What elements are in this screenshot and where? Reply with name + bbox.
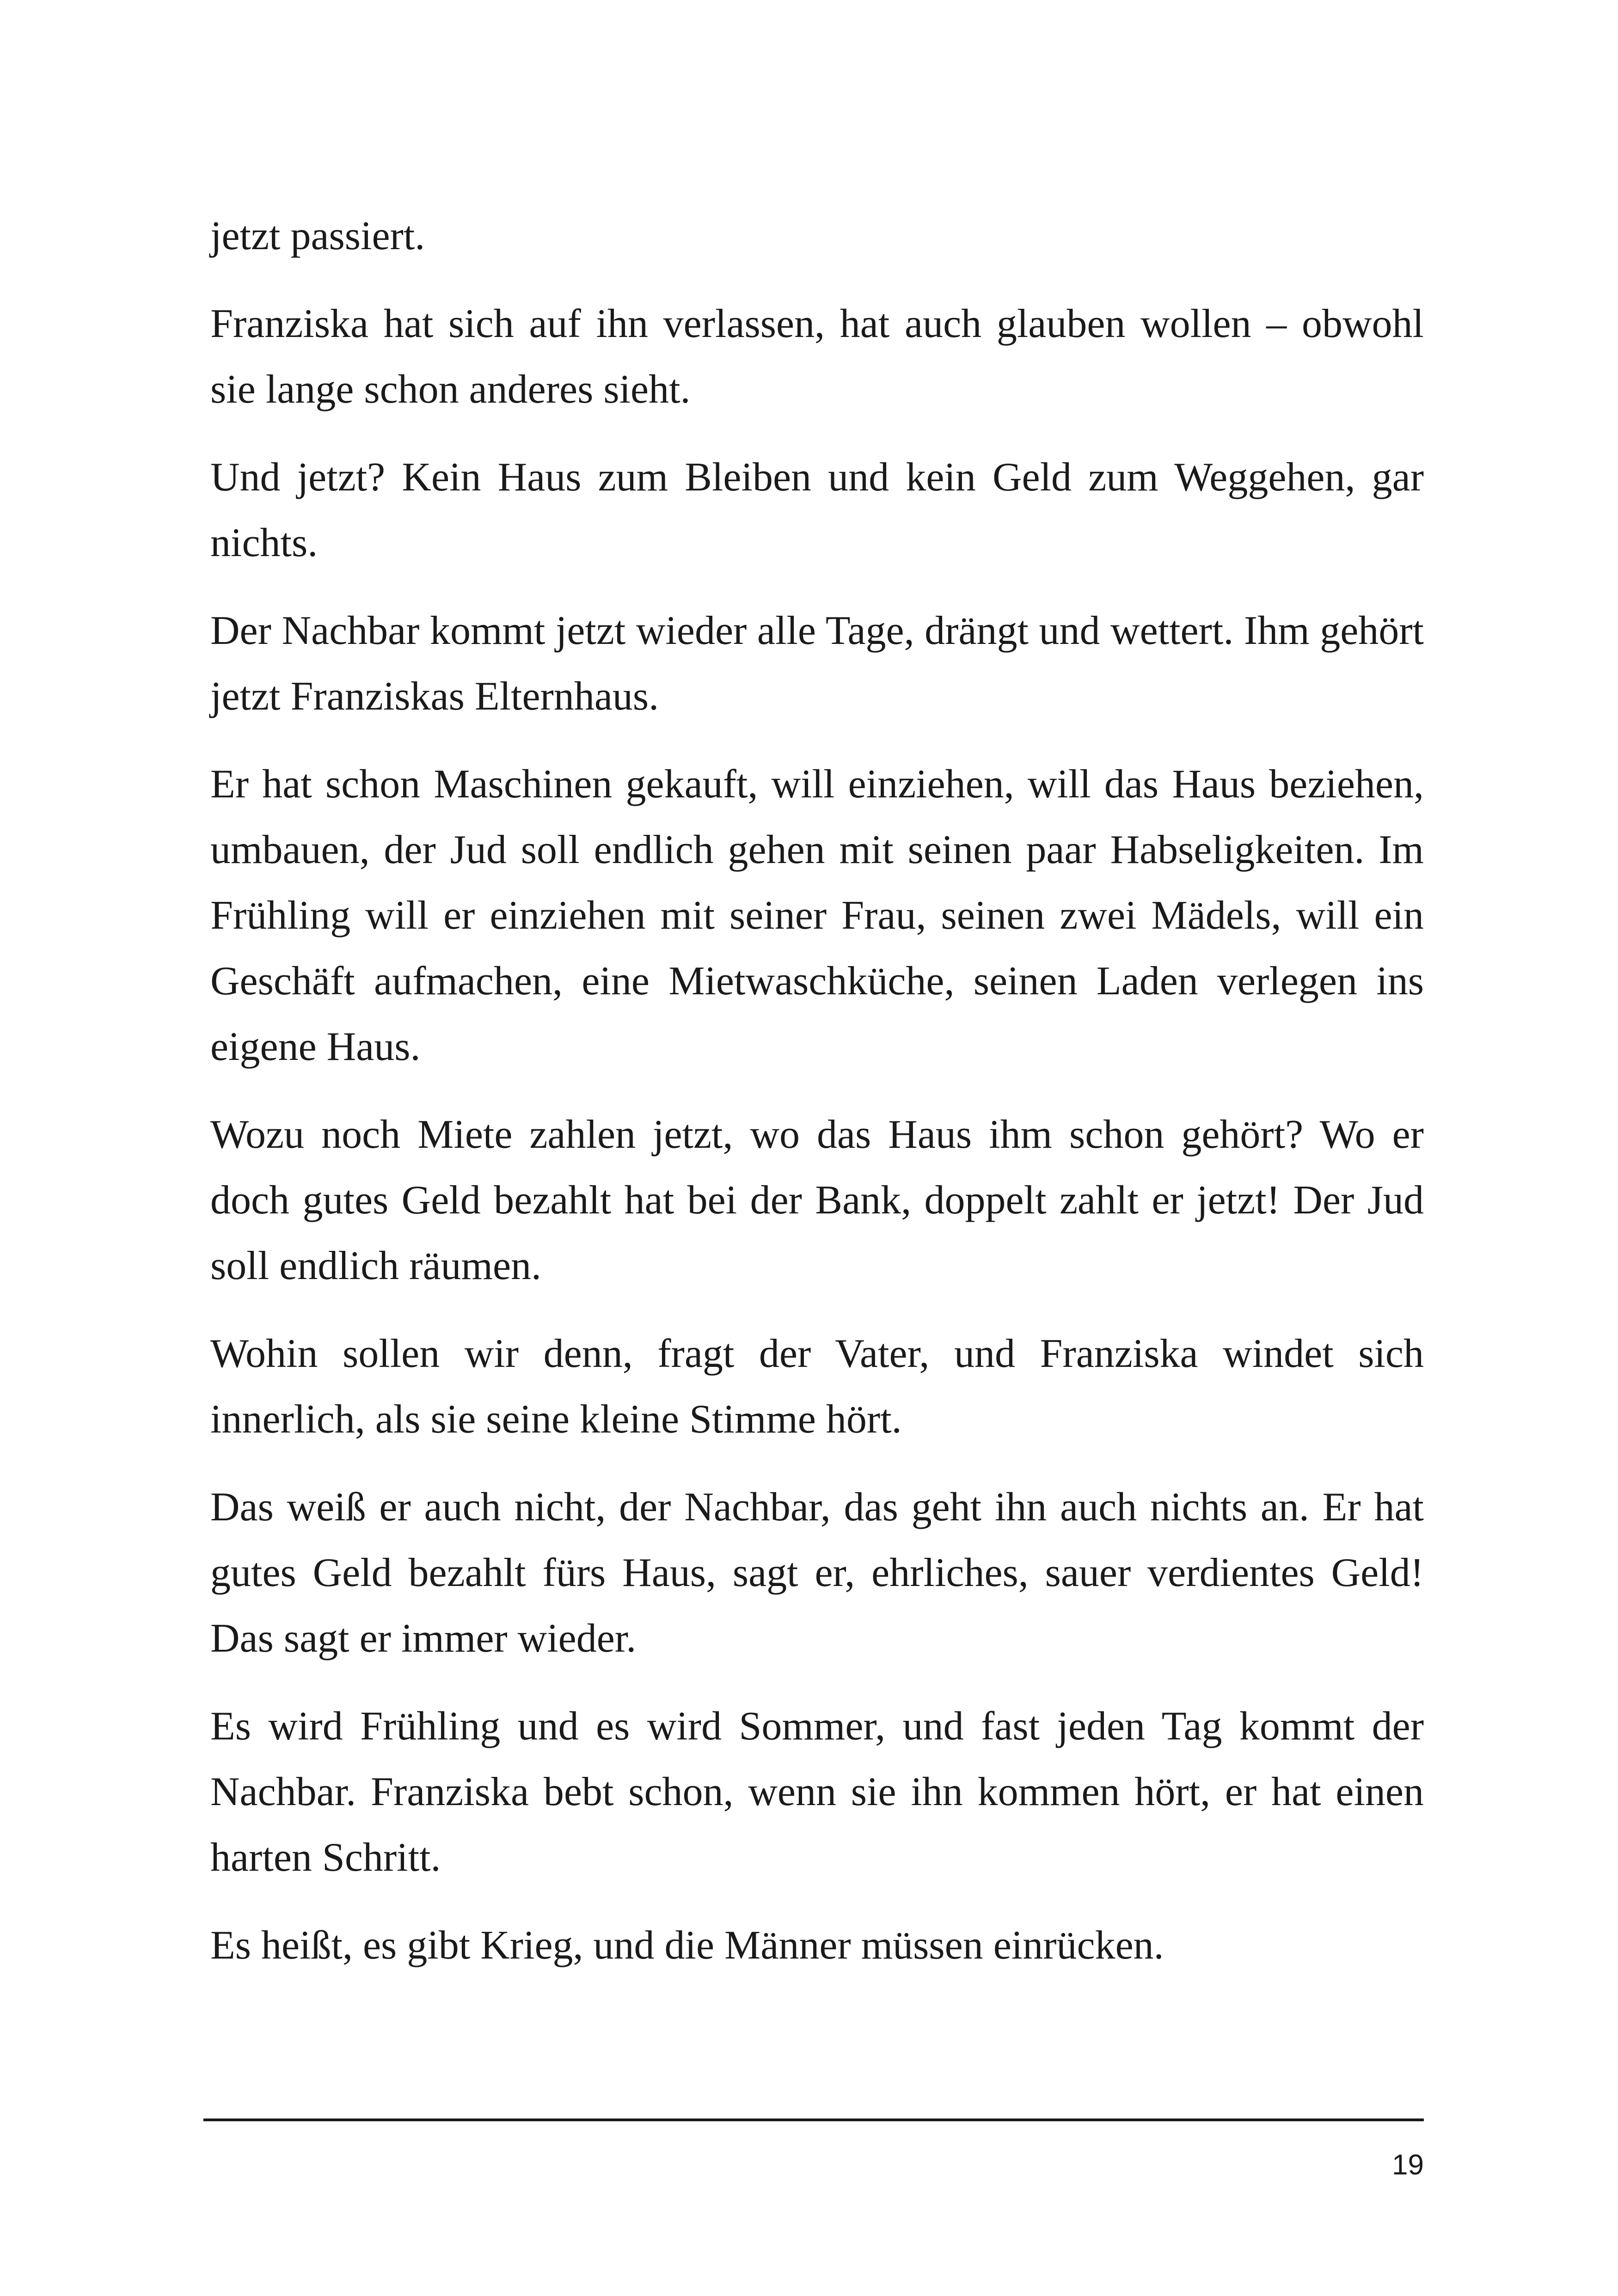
paragraph: Das weiß er auch nicht, der Nachbar, das geht ihn auch nichts an. Er hat gutes Geld bezahlt fürs Haus, sagt er, ehrliches, sauer verdientes Geld! Das sagt er immer wieder. (210, 1485, 1424, 1661)
body-text (210, 203, 1424, 2001)
paragraph: Der Nachbar kommt jetzt wieder alle Tage, drängt und wettert. Ihm gehört jetzt Franziskas Elternhaus. (210, 608, 1424, 719)
paragraph: Er hat schon Maschinen gekauft, will einziehen, will das Haus beziehen, umbauen, der Jud soll endlich gehen mit seinen paar Habseligkeiten. Im Frühling will er einziehen mit seiner Frau, seinen zwei Mädels, will ein Geschäft aufmachen, eine Mietwaschküche, seinen Laden verlegen ins eigene Haus. (210, 762, 1424, 1069)
paragraph: Wohin sollen wir denn, fragt der Vater, und Franziska windet sich innerlich, als sie seine kleine Stimme hört. (210, 1331, 1424, 1442)
paragraph: jetzt passiert. (210, 214, 425, 258)
paragraph: Es heißt, es gibt Krieg, und die Männer müssen einrücken. (210, 1923, 1164, 1968)
paragraph: Es wird Frühling und es wird Sommer, und fast jeden Tag kommt der Nachbar. Franziska bebt schon, wenn sie ihn kommen hört, er hat einen harten Schritt. (210, 1704, 1424, 1880)
page-number: 19 (1392, 2149, 1424, 2181)
paragraph: Und jetzt? Kein Haus zum Bleiben und kein Geld zum Weggehen, gar nichts. (210, 455, 1424, 565)
footer-divider (203, 2118, 1424, 2121)
paragraph: Wozu noch Miete zahlen jetzt, wo das Haus ihm schon gehört? Wo er doch gutes Geld bezahlt hat bei der Bank, doppelt zahlt er jetzt! Der Jud soll endlich räumen. (210, 1112, 1424, 1288)
paragraph: Franziska hat sich auf ihn verlassen, hat auch glauben wollen – obwohl sie lange schon anderes sieht. (210, 301, 1424, 412)
